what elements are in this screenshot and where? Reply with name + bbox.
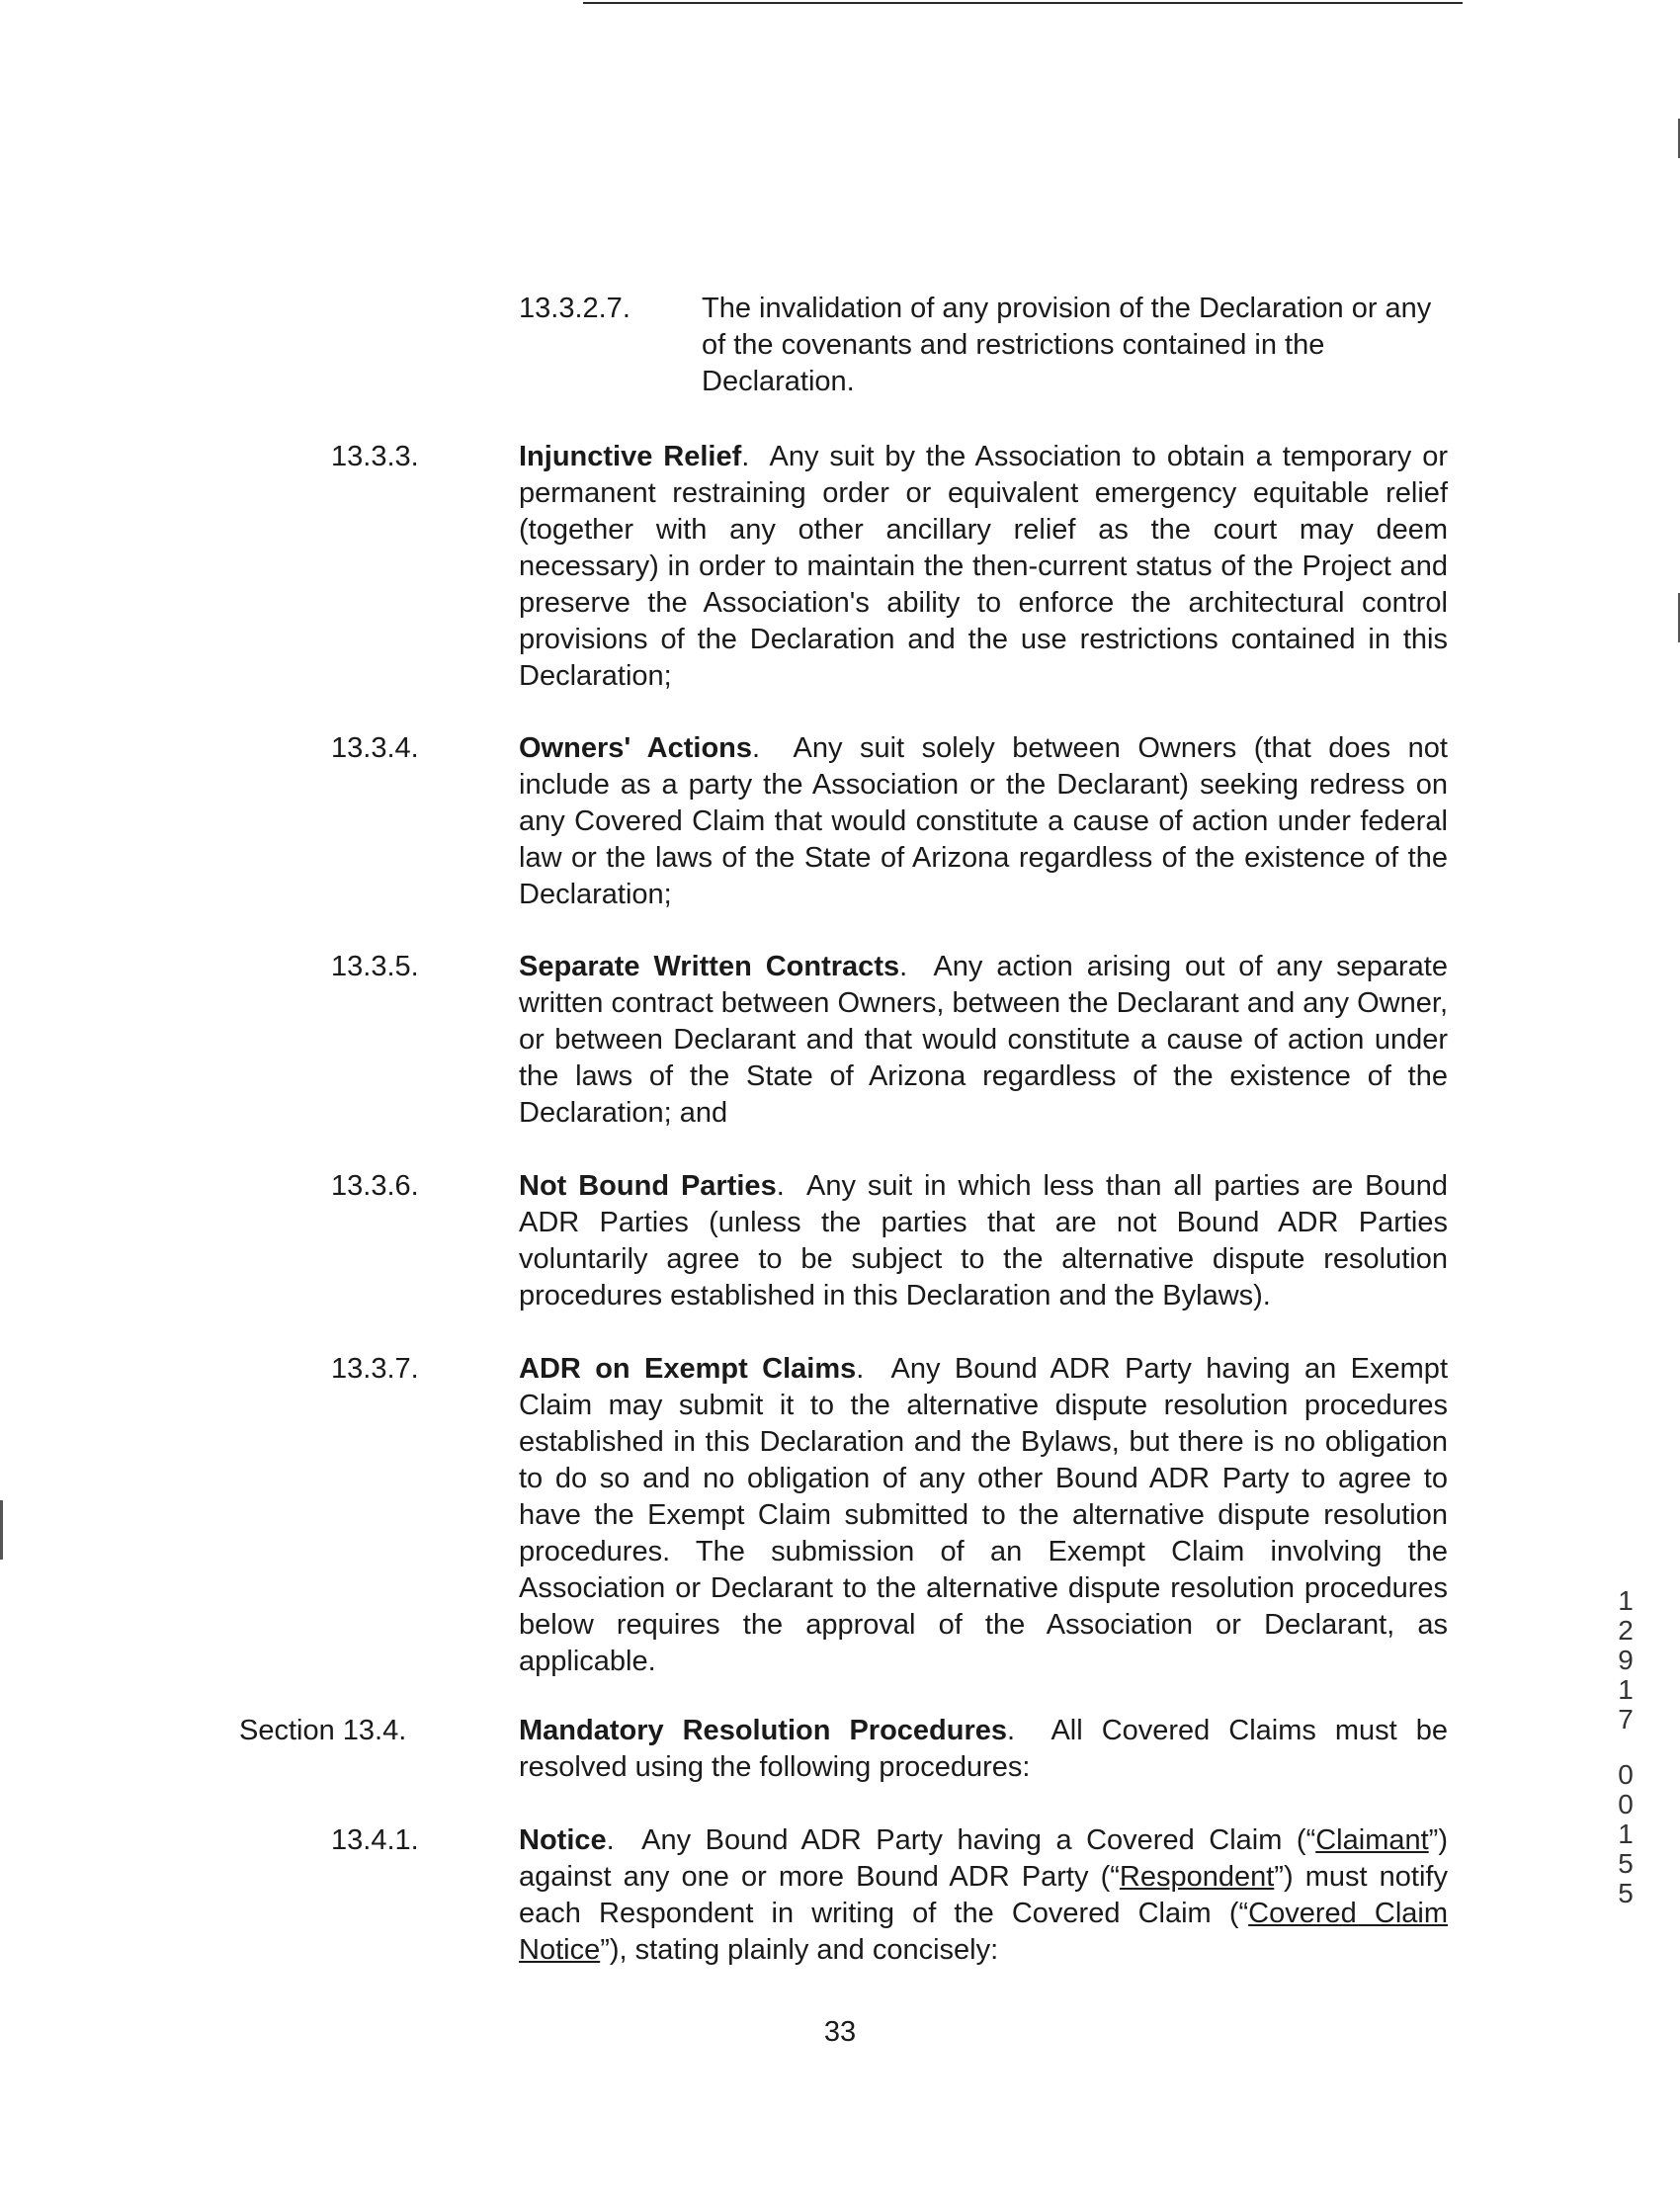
section-body: Any Bound ADR Party having a Covered Claim (“	[641, 1824, 1316, 1856]
defined-term-claimant: Claimant	[1315, 1824, 1429, 1856]
section-body: ”) must notify each Respondent in writing of the Covered Claim (“	[519, 1861, 1448, 1929]
section-body: All Covered Claims must be resolved using the following procedures:	[519, 1715, 1448, 1783]
section-text: Owners' Actions. Any suit solely between Owners (that does not include as a party the Association or the Declarant) seeking redress on any Covered Claim that would constitute a cause of action under federal law or the laws of the State of Arizona regardless of the existence of the Declaration;	[519, 732, 1448, 910]
section-number: 13.3.7.	[331, 1353, 419, 1385]
section-heading: Notice	[519, 1824, 607, 1856]
section-text: Not Bound Parties. Any suit in which less than all parties are Bound ADR Parties (unless the parties that are not Bound ADR Parties voluntarily agree to be subject to the alternative dispute resolution procedures established in this Declaration and the Bylaws).	[519, 1170, 1448, 1312]
docket-digit: 5	[1618, 1878, 1634, 1908]
section-body: Any Bound ADR Party having an Exempt Claim may submit it to the alternative dispute resolution procedures established in this Declaration and the Bylaws, but there is no obligation to do so and no obligation of any other Bound ADR Party to agree to have the Exempt Claim submitted to the alternative dispute resolution procedures. The submission of an Exempt Claim involving the Association or Declarant to the alternative dispute resolution procedures below requires the approval of the Association or Declarant, as applicable.	[519, 1353, 1448, 1677]
section-text: ADR on Exempt Claims. Any Bound ADR Party having an Exempt Claim may submit it to the alternative dispute resolution procedures established in this Declaration and the Bylaws, but there is no obligation to do so and no obligation of any other Bound ADR Party to agree to have the Exempt Claim submitted to the alternative dispute resolution procedures. The submission of an Exempt Claim involving the Association or Declarant to the alternative dispute resolution procedures below requires the approval of the Association or Declarant, as applicable.	[519, 1353, 1448, 1677]
section-body: Any suit in which less than all parties are Bound ADR Parties (unless the parties that are not Bound ADR Parties voluntarily agree to be subject to the alternative dispute resolution procedures established in this Declaration and the Bylaws).	[519, 1170, 1448, 1312]
section-heading: Not Bound Parties	[519, 1170, 777, 1202]
docket-digit: 2	[1618, 1615, 1634, 1646]
section-heading: Mandatory Resolution Procedures	[519, 1715, 1008, 1746]
docket-digit: 0	[1618, 1789, 1634, 1819]
docket-digit: 9	[1618, 1645, 1634, 1675]
section-text: Injunctive Relief. Any suit by the Association to obtain a temporary or permanent restraining order or equivalent emergency equitable relief (together with any other ancillary relief as the court may deem necessary) in order to maintain the then-current status of the Project and preserve the Association's ability to enforce the architectural control provisions of the Declaration and the use restrictions contained in this Declaration;	[519, 441, 1448, 692]
docket-digit: 1	[1618, 1674, 1634, 1705]
page-number: 33	[823, 2016, 857, 2048]
section-text	[702, 291, 1448, 400]
defined-term-respondent: Respondent	[1119, 1861, 1275, 1893]
top-border-line	[583, 2, 1463, 4]
section-number: 13.4.1.	[331, 1824, 419, 1856]
section-body: ”) against any one or more Bound ADR Party (“	[519, 1824, 1448, 1893]
docket-digit: 7	[1618, 1704, 1634, 1735]
docket-number-stamp	[1611, 1586, 1640, 1908]
section-heading: Owners' Actions	[519, 732, 753, 764]
section-text: Mandatory Resolution Procedures. All Covered Claims must be resolved using the following procedures:	[519, 1715, 1448, 1783]
left-margin-mark	[0, 1500, 3, 1560]
section-number: 13.3.6.	[331, 1170, 419, 1202]
section-body: ”), stating plainly and concisely:	[600, 1934, 999, 1966]
docket-digit: 1	[1618, 1819, 1634, 1849]
section-body: The invalidation of any provision of the Declaration or any of the covenants and restrictions contained in the Declaration.	[702, 293, 1432, 397]
section-number: 13.3.3.	[331, 441, 419, 472]
docket-digit: 1	[1618, 1585, 1634, 1616]
section-body: Any action arising out of any separate written contract between Owners, between the Declarant and any Owner, or between Declarant and that would constitute a cause of action under the laws of the State of Arizona regardless of the existence of the Declaration; and	[519, 951, 1448, 1129]
section-heading: Separate Written Contracts	[519, 951, 900, 982]
section-number: 13.3.5.	[331, 951, 419, 982]
docket-digit: 5	[1618, 1848, 1634, 1879]
defined-term-covered-claim-notice: Covered Claim Notice	[519, 1898, 1448, 1966]
section-heading: Injunctive Relief	[519, 441, 742, 472]
section-number: 13.3.2.7.	[519, 293, 630, 324]
section-number: Section 13.4.	[239, 1715, 407, 1746]
section-body: Any suit by the Association to obtain a temporary or permanent restraining order or equivalent emergency equitable relief (together with any other ancillary relief as the court may deem necessary) in order to maintain the then-current status of the Project and preserve the Association's ability to enforce the architectural control provisions of the Declaration and the use restrictions contained in this Declaration;	[519, 441, 1448, 692]
section-text: Notice. Any Bound ADR Party having a Covered Claim (“Claimant”) against any one or more Bound ADR Party (“Respondent”) must notify each Respondent in writing of the Covered Claim (“Covered Claim Notice”), stating plainly and concisely:	[519, 1824, 1448, 1966]
section-number: 13.3.4.	[331, 732, 419, 764]
section-heading: ADR on Exempt Claims	[519, 1353, 857, 1385]
section-text: Separate Written Contracts. Any action arising out of any separate written contract between Owners, between the Declarant and any Owner, or between Declarant and that would constitute a cause of action under the laws of the State of Arizona regardless of the existence of the Declaration; and	[519, 951, 1448, 1129]
section-body: Any suit solely between Owners (that does not include as a party the Association or the Declarant) seeking redress on any Covered Claim that would constitute a cause of action under federal law or the laws of the State of Arizona regardless of the existence of the Declaration;	[519, 732, 1448, 910]
docket-digit: 0	[1618, 1759, 1634, 1790]
